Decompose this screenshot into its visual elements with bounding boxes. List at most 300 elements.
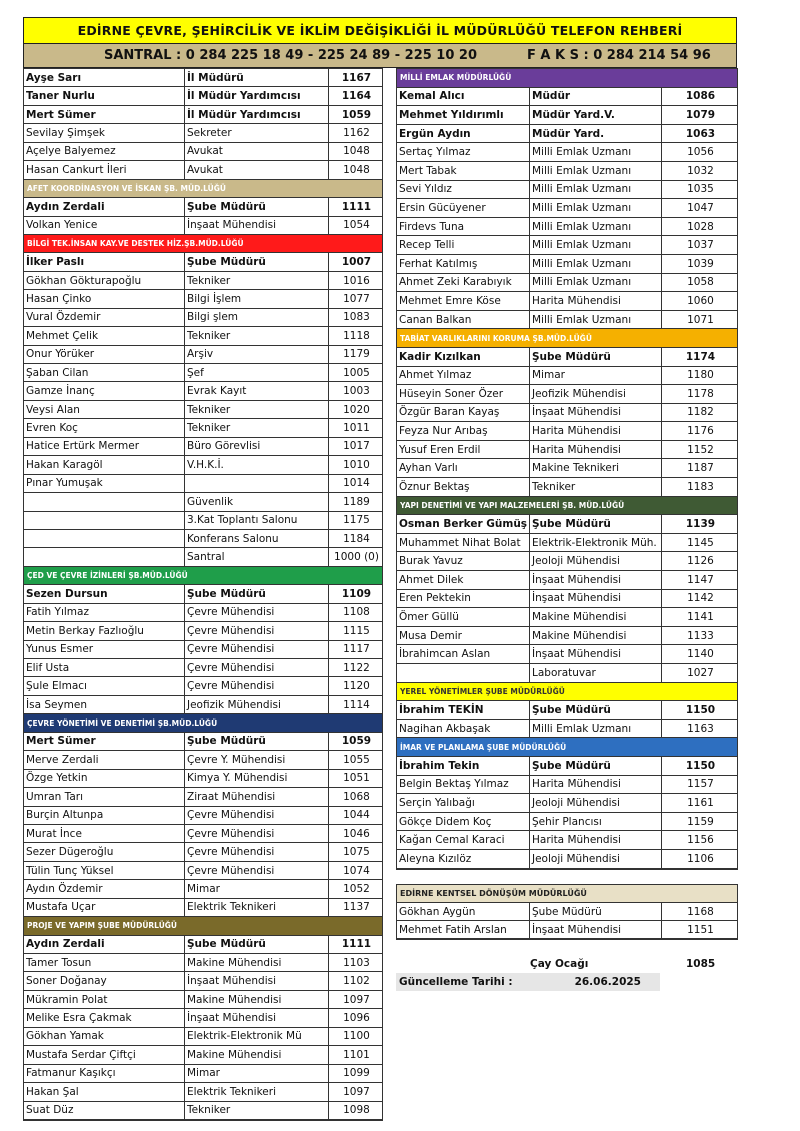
phone-extension: 1180 — [661, 367, 737, 385]
job-title: Şube Müdürü — [529, 701, 661, 719]
job-title — [184, 475, 328, 492]
job-title: Arşiv — [184, 346, 328, 363]
job-title: Mimar — [184, 880, 328, 897]
person-name: Mert Sümer — [26, 735, 96, 748]
person-name: Ferhat Katılmış — [399, 257, 478, 270]
person-name: Melike Esra Çakmak — [26, 1012, 132, 1025]
phone-extension: 1150 — [661, 701, 737, 719]
update-bar — [396, 973, 660, 991]
job-title: Milli Emlak Uzmanı — [529, 162, 661, 180]
phone-extension: 1051 — [328, 770, 382, 787]
job-title: Milli Emlak Uzmanı — [529, 274, 661, 292]
job-title: Milli Emlak Uzmanı — [529, 199, 661, 217]
update-date: 26.06.2025 — [574, 976, 641, 988]
table-row — [24, 899, 382, 917]
phone-extension: 1118 — [328, 327, 382, 344]
person-name: Merve Zerdali — [26, 753, 99, 766]
person-name — [24, 512, 184, 529]
phone-extension: 1163 — [661, 720, 737, 738]
phone-bar — [23, 44, 737, 68]
kentsel-donusum-table — [396, 884, 738, 940]
job-title: Jeofizik Mühendisi — [184, 696, 328, 713]
phone-extension: 1101 — [328, 1046, 382, 1063]
job-title: Bilgi İşlem — [184, 290, 328, 307]
person-name: Ahmet Yılmaz — [399, 369, 472, 382]
job-title: Milli Emlak Uzmanı — [529, 218, 661, 236]
job-title: Büro Görevlisi — [184, 438, 328, 455]
phone-extension: 1099 — [328, 1065, 382, 1082]
job-title: Çevre Mühendisi — [184, 843, 328, 860]
phone-extension: 1054 — [328, 217, 382, 234]
job-title: Elektrik Teknikeri — [184, 899, 328, 916]
phone-extension: 1161 — [661, 794, 737, 812]
phone-extension: 1106 — [661, 850, 737, 868]
phone-extension: 1189 — [328, 493, 382, 510]
person-name: Sezen Dursun — [26, 587, 108, 600]
person-name — [24, 548, 184, 565]
person-name: Recep Telli — [399, 239, 455, 252]
person-name: Mert Tabak — [399, 164, 457, 177]
job-title: Şube Müdürü — [184, 585, 328, 602]
phone-extension: 1014 — [328, 475, 382, 492]
table-row — [24, 512, 382, 530]
page-title: EDİRNE ÇEVRE, ŞEHİRCİLİK VE İKLİM DEĞİŞİKLİĞİ İL MÜDÜRLÜĞÜ TELEFON REHBERİ — [23, 17, 737, 44]
phone-extension: 1017 — [328, 438, 382, 455]
phone-extension: 1046 — [328, 825, 382, 842]
job-title: Çevre Mühendisi — [184, 677, 328, 694]
phone-extension: 1010 — [328, 456, 382, 473]
table-row — [24, 751, 382, 769]
job-title: Müdür Yard.V. — [529, 106, 661, 124]
table-row — [397, 106, 737, 125]
job-title: Jeoloji Mühendisi — [529, 850, 661, 868]
job-title: Tekniker — [184, 419, 328, 436]
phone-extension: 1096 — [328, 1009, 382, 1026]
job-title: Şube Müdürü — [184, 936, 328, 953]
phone-extension: 1156 — [661, 831, 737, 849]
person-name: İbrahim TEKİN — [399, 703, 484, 716]
person-name: Feyza Nur Arıbaş — [399, 425, 488, 438]
table-row — [397, 813, 737, 832]
section-header: MİLLİ EMLAK MÜDÜRLÜĞÜ — [397, 69, 737, 88]
person-name: Açelye Balyemez — [26, 145, 116, 158]
phone-extension: 1126 — [661, 552, 737, 570]
person-name: Gökhan Aygün — [399, 905, 476, 918]
table-row — [397, 921, 737, 939]
section-header: İMAR VE PLANLAMA ŞUBE MÜDÜRLÜĞÜ — [397, 738, 737, 757]
person-name: Veysi Alan — [26, 403, 80, 416]
person-name: İsa Seymen — [26, 698, 88, 711]
phone-extension: 1114 — [328, 696, 382, 713]
person-name: Belgin Bektaş Yılmaz — [399, 778, 509, 791]
table-row — [397, 831, 737, 850]
person-name: Eren Pektekin — [399, 592, 471, 605]
phone-extension: 1142 — [661, 590, 737, 608]
person-name — [24, 530, 184, 547]
table-row — [397, 88, 737, 107]
phone-extension: 1097 — [328, 991, 382, 1008]
job-title: Şube Müdürü — [529, 515, 661, 533]
person-name: Taner Nurlu — [26, 90, 95, 103]
table-row — [397, 422, 737, 441]
phone-extension: 1068 — [328, 788, 382, 805]
person-name: Yusuf Eren Erdil — [399, 443, 481, 456]
table-row — [24, 438, 382, 456]
table-row — [24, 327, 382, 345]
phone-extension: 1145 — [661, 534, 737, 552]
person-name: Metin Berkay Fazlıoğlu — [26, 624, 144, 637]
update-label: Güncelleme Tarihi : — [399, 976, 513, 988]
cay-ocagi-number: 1085 — [686, 958, 716, 970]
person-name: Evren Koç — [26, 422, 78, 435]
phone-extension: 1083 — [328, 309, 382, 326]
job-title: Evrak Kayıt — [184, 382, 328, 399]
person-name: Vural Özdemir — [26, 311, 101, 324]
phone-extension: 1174 — [661, 348, 737, 366]
job-title: Tekniker — [184, 327, 328, 344]
job-title: Çevre Mühendisi — [184, 807, 328, 824]
phone-extension: 1039 — [661, 255, 737, 273]
person-name: Sevi Yıldız — [399, 183, 452, 196]
table-row — [397, 162, 737, 181]
phone-extension: 1027 — [661, 664, 737, 682]
table-row — [24, 880, 382, 898]
table-row — [397, 125, 737, 144]
person-name: Umran Tarı — [26, 790, 84, 803]
phone-extension: 1103 — [328, 954, 382, 971]
phone-extension: 1003 — [328, 382, 382, 399]
person-name: Soner Doğanay — [26, 975, 107, 988]
table-row — [397, 143, 737, 162]
job-title: Makine Mühendisi — [184, 991, 328, 1008]
job-title: Şehir Plancısı — [529, 813, 661, 831]
phone-extension: 1179 — [328, 346, 382, 363]
table-row — [24, 161, 382, 179]
phone-extension: 1164 — [328, 87, 382, 104]
santral-numbers: SANTRAL : 0 284 225 18 49 - 225 24 89 - 225 10 20 — [104, 48, 478, 63]
job-title: Elektrik Teknikeri — [184, 1083, 328, 1100]
table-row — [397, 255, 737, 274]
table-row — [397, 515, 737, 534]
section-header: YAPI DENETİMİ VE YAPI MALZEMELERİ ŞB. MÜD.LÜĞÜ — [397, 497, 737, 516]
table-row — [397, 903, 737, 921]
table-row — [397, 534, 737, 553]
table-row — [24, 217, 382, 235]
table-row — [24, 807, 382, 825]
phone-extension: 1058 — [661, 274, 737, 292]
table-row — [397, 311, 737, 330]
job-title: Müdür Yard. — [529, 125, 661, 143]
person-name: Ömer Güllü — [399, 611, 459, 624]
job-title: Çevre Y. Mühendisi — [184, 751, 328, 768]
phone-extension: 1056 — [661, 143, 737, 161]
person-name: Sezer Dügeroğlu — [26, 846, 114, 859]
job-title: Jeoloji Mühendisi — [529, 552, 661, 570]
phone-extension: 1048 — [328, 161, 382, 178]
person-name: Hüseyin Soner Özer — [399, 387, 504, 400]
table-row — [397, 385, 737, 404]
person-name: Mehmet Emre Köse — [399, 294, 501, 307]
person-name: Fatih Yılmaz — [26, 606, 89, 619]
table-row — [24, 87, 382, 105]
table-row — [24, 69, 382, 87]
phone-extension: 1071 — [661, 311, 737, 329]
table-row — [24, 843, 382, 861]
person-name: Ayşe Sarı — [26, 71, 82, 84]
job-title: Tekniker — [184, 1102, 328, 1119]
job-title: İnşaat Mühendisi — [529, 571, 661, 589]
job-title: Milli Emlak Uzmanı — [529, 311, 661, 329]
person-name: Osman Berker Gümüş — [399, 518, 528, 531]
phone-extension: 1059 — [328, 106, 382, 123]
person-name: Mustafa Uçar — [26, 901, 96, 914]
person-name: Kemal Alıcı — [399, 90, 465, 103]
job-title: Sekreter — [184, 124, 328, 141]
job-title: Güvenlik — [184, 493, 328, 510]
phone-extension: 1059 — [328, 733, 382, 750]
table-row — [24, 1009, 382, 1027]
job-title: Makine Mühendisi — [529, 608, 661, 626]
person-name: Ersin Gücüyener — [399, 201, 486, 214]
table-row — [24, 954, 382, 972]
job-title: İnşaat Mühendisi — [184, 972, 328, 989]
phone-extension: 1102 — [328, 972, 382, 989]
table-row — [24, 604, 382, 622]
table-row — [24, 493, 382, 511]
table-row — [397, 590, 737, 609]
phone-extension: 1000 (0) — [328, 548, 382, 565]
person-name: Hasan Çinko — [26, 292, 92, 305]
person-name: Yunus Esmer — [26, 643, 94, 656]
person-name: Nagihan Akbaşak — [399, 722, 491, 735]
table-row — [397, 850, 737, 869]
table-row — [24, 585, 382, 603]
job-title: Çevre Mühendisi — [184, 659, 328, 676]
job-title: Harita Mühendisi — [529, 441, 661, 459]
phone-extension: 1035 — [661, 181, 737, 199]
job-title: Avukat — [184, 161, 328, 178]
table-row — [24, 1065, 382, 1083]
phone-extension: 1151 — [661, 921, 737, 938]
table-row — [24, 991, 382, 1009]
person-name — [24, 493, 184, 510]
phone-extension: 1075 — [328, 843, 382, 860]
table-row — [24, 1083, 382, 1101]
table-row — [24, 309, 382, 327]
table-row — [24, 659, 382, 677]
phone-extension: 1120 — [328, 677, 382, 694]
person-name: Mehmet Çelik — [26, 329, 99, 342]
table-row — [24, 401, 382, 419]
job-title: Milli Emlak Uzmanı — [529, 143, 661, 161]
job-title: Müdür — [529, 88, 661, 106]
phone-extension: 1187 — [661, 459, 737, 477]
table-row — [397, 236, 737, 255]
job-title: İl Müdürü — [184, 69, 328, 86]
person-name: Hasan Cankurt İleri — [26, 163, 127, 176]
person-name: Suat Düz — [26, 1104, 74, 1117]
cay-ocagi-label: Çay Ocağı — [530, 958, 589, 970]
section-header: TABİAT VARLIKLARINI KORUMA ŞB.MÜD.LÜĞÜ — [397, 329, 737, 348]
table-row — [24, 972, 382, 990]
table-row — [397, 645, 737, 664]
phone-extension: 1020 — [328, 401, 382, 418]
left-directory-table — [23, 68, 383, 1121]
table-row — [24, 825, 382, 843]
phone-extension: 1111 — [328, 198, 382, 215]
job-title: 3.Kat Toplantı Salonu — [184, 512, 328, 529]
job-title: Santral — [184, 548, 328, 565]
phone-extension: 1184 — [328, 530, 382, 547]
person-name: Hakan Karagöl — [26, 458, 103, 471]
section-header: YEREL YÖNETİMLER ŞUBE MÜDÜRLÜĞÜ — [397, 683, 737, 702]
job-title: Avukat — [184, 143, 328, 160]
job-title: Milli Emlak Uzmanı — [529, 236, 661, 254]
phone-extension: 1117 — [328, 641, 382, 658]
phone-extension: 1159 — [661, 813, 737, 831]
job-title: Jeoloji Mühendisi — [529, 794, 661, 812]
phone-extension: 1016 — [328, 272, 382, 289]
person-name: Öznur Bektaş — [399, 480, 470, 493]
phone-extension: 1098 — [328, 1102, 382, 1119]
table-row — [397, 181, 737, 200]
table-row — [24, 677, 382, 695]
phone-extension: 1100 — [328, 1028, 382, 1045]
phone-extension: 1011 — [328, 419, 382, 436]
phone-extension: 1063 — [661, 125, 737, 143]
job-title: Mimar — [184, 1065, 328, 1082]
person-name: Volkan Yenice — [26, 219, 98, 232]
table-row — [397, 608, 737, 627]
phone-extension: 1115 — [328, 622, 382, 639]
table-row — [24, 124, 382, 142]
job-title: İnşaat Mühendisi — [529, 404, 661, 422]
phone-extension: 1048 — [328, 143, 382, 160]
job-title: Şube Müdürü — [529, 348, 661, 366]
table-row — [397, 571, 737, 590]
table-row — [397, 367, 737, 386]
phone-extension: 1140 — [661, 645, 737, 663]
person-name: Musa Demir — [399, 629, 462, 642]
table-row — [24, 936, 382, 954]
job-title: Şube Müdürü — [184, 733, 328, 750]
person-name: Burçin Altunpa — [26, 809, 104, 822]
job-title: Çevre Mühendisi — [184, 622, 328, 639]
person-name: Aydın Özdemir — [26, 882, 103, 895]
phone-extension: 1077 — [328, 290, 382, 307]
table-row — [24, 253, 382, 271]
job-title: Milli Emlak Uzmanı — [529, 255, 661, 273]
person-name: Şaban Cilan — [26, 366, 89, 379]
table-row — [24, 382, 382, 400]
person-name: Ahmet Dilek — [399, 573, 464, 586]
job-title: İnşaat Mühendisi — [529, 645, 661, 663]
table-row — [24, 696, 382, 714]
person-name: Kadir Kızılkan — [399, 350, 481, 363]
person-name: Aydın Zerdali — [26, 938, 105, 951]
person-name: Sertaç Yılmaz — [399, 146, 471, 159]
job-title: Tekniker — [184, 401, 328, 418]
phone-extension: 1141 — [661, 608, 737, 626]
table-row — [397, 794, 737, 813]
person-name: Muhammet Nihat Bolat — [399, 536, 521, 549]
person-name: Tülin Tunç Yüksel — [26, 864, 114, 877]
phone-extension: 1150 — [661, 757, 737, 775]
phone-extension: 1079 — [661, 106, 737, 124]
table-row — [24, 770, 382, 788]
table-row — [24, 419, 382, 437]
phone-extension: 1133 — [661, 627, 737, 645]
person-name — [397, 664, 529, 682]
phone-extension: 1176 — [661, 422, 737, 440]
job-title: Şube Müdürü — [529, 757, 661, 775]
table-row — [24, 530, 382, 548]
job-title: V.H.K.İ. — [184, 456, 328, 473]
person-name: Aydın Zerdali — [26, 200, 105, 213]
job-title: Şube Müdürü — [184, 253, 328, 270]
person-name: Tamer Tosun — [26, 956, 92, 969]
person-name: Şule Elmacı — [26, 680, 87, 693]
table-row — [397, 274, 737, 293]
person-name: Serçin Yalıbağı — [399, 796, 475, 809]
table-row — [397, 199, 737, 218]
table-row — [24, 364, 382, 382]
person-name: İbrahim Tekin — [399, 759, 480, 772]
phone-extension: 1109 — [328, 585, 382, 602]
job-title: İnşaat Mühendisi — [529, 921, 661, 938]
job-title: Harita Mühendisi — [529, 422, 661, 440]
phone-extension: 1157 — [661, 776, 737, 794]
job-title: Makine Mühendisi — [529, 627, 661, 645]
table-row — [24, 198, 382, 216]
table-row — [397, 664, 737, 683]
job-title: Milli Emlak Uzmanı — [529, 181, 661, 199]
job-title: İnşaat Mühendisi — [184, 217, 328, 234]
phone-extension: 1028 — [661, 218, 737, 236]
job-title: Çevre Mühendisi — [184, 862, 328, 879]
person-name: Kağan Cemal Karaci — [399, 834, 505, 847]
job-title: Harita Mühendisi — [529, 831, 661, 849]
table-row — [24, 548, 382, 566]
person-name: İbrahimcan Aslan — [399, 648, 491, 661]
job-title: Tekniker — [529, 478, 661, 496]
job-title: Jeofizik Mühendisi — [529, 385, 661, 403]
person-name: Gökçe Didem Koç — [399, 815, 492, 828]
job-title: Elektrik-Elektronik Mü — [184, 1028, 328, 1045]
job-title: Elektrik-Elektronik Müh. — [529, 534, 661, 552]
table-row — [397, 478, 737, 497]
section-header: ÇEVRE YÖNETİMİ VE DENETİMİ ŞB.MÜD.LÜĞÜ — [24, 714, 382, 732]
job-title: Harita Mühendisi — [529, 292, 661, 310]
phone-extension: 1108 — [328, 604, 382, 621]
table-row — [24, 106, 382, 124]
job-title: Şube Müdürü — [184, 198, 328, 215]
job-title: İl Müdür Yardımcısı — [184, 87, 328, 104]
phone-extension: 1122 — [328, 659, 382, 676]
person-name: Fatmanur Kaşıkçı — [26, 1067, 116, 1080]
person-name: Sevilay Şimşek — [26, 127, 105, 140]
job-title: Çevre Mühendisi — [184, 604, 328, 621]
section-header: BİLGİ TEK.İNSAN KAY.VE DESTEK HİZ.ŞB.MÜD.LÜĞÜ — [24, 235, 382, 253]
person-name: Mert Sümer — [26, 108, 96, 121]
table-row — [397, 441, 737, 460]
right-directory-table — [396, 68, 738, 870]
fax-number: F A K S : 0 284 214 54 96 — [527, 48, 711, 63]
phone-extension: 1097 — [328, 1083, 382, 1100]
table-row — [24, 346, 382, 364]
job-title: Laboratuvar — [529, 664, 661, 682]
table-row — [397, 552, 737, 571]
